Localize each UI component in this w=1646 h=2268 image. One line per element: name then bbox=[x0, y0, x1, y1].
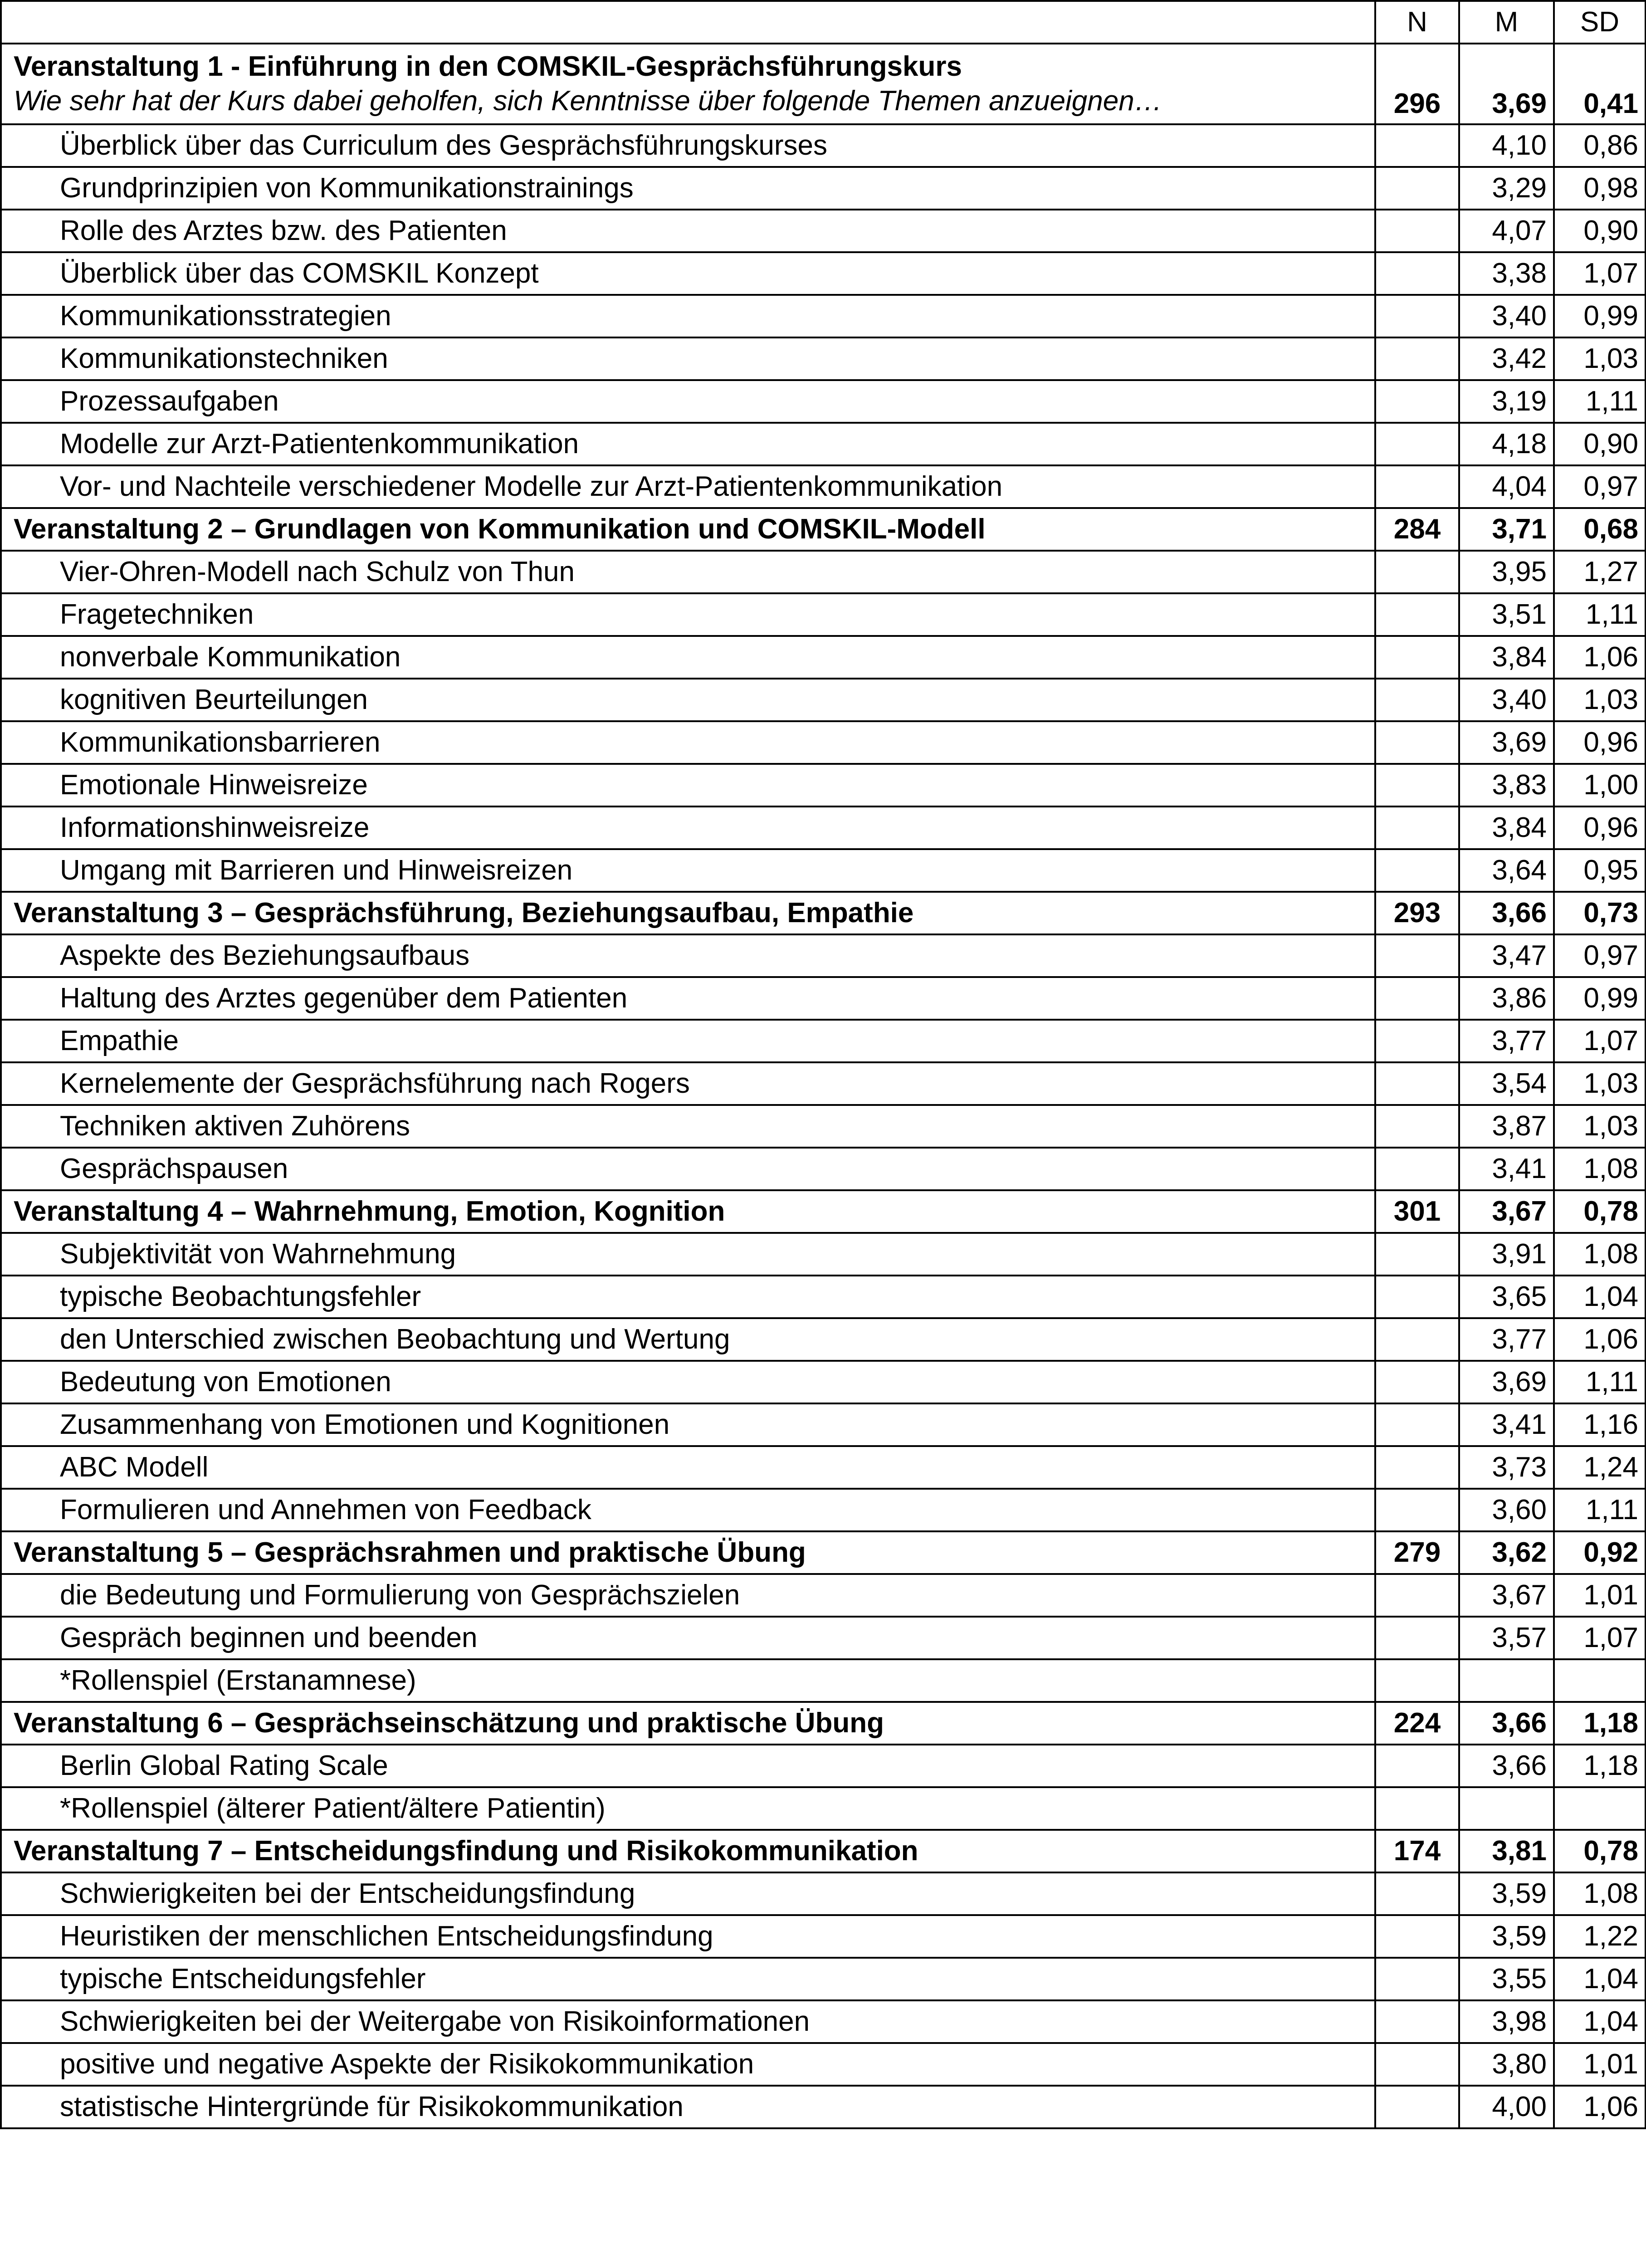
item-label: Prozessaufgaben bbox=[1, 380, 1375, 423]
section-m: 3,69 bbox=[1459, 44, 1554, 124]
item-n bbox=[1375, 551, 1459, 593]
item-row bbox=[1, 1574, 1646, 1617]
item-label: Bedeutung von Emotionen bbox=[1, 1361, 1375, 1403]
item-row bbox=[1, 1361, 1646, 1403]
item-label: Umgang mit Barrieren und Hinweisreizen bbox=[1, 849, 1375, 892]
section-n: 301 bbox=[1375, 1190, 1459, 1233]
section-title-cell bbox=[1, 1531, 1375, 1574]
item-n bbox=[1375, 1915, 1459, 1958]
header-sd: SD bbox=[1554, 1, 1646, 44]
item-label: nonverbale Kommunikation bbox=[1, 636, 1375, 679]
item-sd: 1,06 bbox=[1554, 2086, 1646, 2128]
section-m: 3,71 bbox=[1459, 508, 1554, 551]
item-n bbox=[1375, 1745, 1459, 1787]
section-sd: 0,68 bbox=[1554, 508, 1646, 551]
item-sd: 1,24 bbox=[1554, 1446, 1646, 1489]
item-m: 3,59 bbox=[1459, 1915, 1554, 1958]
item-label: Formulieren und Annehmen von Feedback bbox=[1, 1489, 1375, 1531]
item-n bbox=[1375, 934, 1459, 977]
section-row bbox=[1, 892, 1646, 934]
item-sd bbox=[1554, 1787, 1646, 1830]
item-n bbox=[1375, 1574, 1459, 1617]
item-m: 4,04 bbox=[1459, 465, 1554, 508]
item-label: Modelle zur Arzt-Patientenkommunikation bbox=[1, 423, 1375, 465]
item-row bbox=[1, 124, 1646, 167]
item-m: 3,77 bbox=[1459, 1020, 1554, 1062]
item-row bbox=[1, 1318, 1646, 1361]
section-n: 224 bbox=[1375, 1702, 1459, 1745]
item-row bbox=[1, 1489, 1646, 1531]
item-sd: 1,04 bbox=[1554, 1958, 1646, 2000]
item-sd: 1,11 bbox=[1554, 380, 1646, 423]
section-m: 3,66 bbox=[1459, 892, 1554, 934]
item-n bbox=[1375, 337, 1459, 380]
item-n bbox=[1375, 1020, 1459, 1062]
item-row bbox=[1, 1062, 1646, 1105]
item-row bbox=[1, 721, 1646, 764]
item-m bbox=[1459, 1659, 1554, 1702]
item-row bbox=[1, 1403, 1646, 1446]
item-sd: 1,11 bbox=[1554, 1489, 1646, 1531]
item-m: 3,66 bbox=[1459, 1745, 1554, 1787]
section-subtitle: Wie sehr hat der Kurs dabei geholfen, sich Kenntnisse über folgende Themen anzueignen… bbox=[14, 85, 1162, 117]
item-row bbox=[1, 551, 1646, 593]
item-n bbox=[1375, 210, 1459, 252]
item-sd: 1,07 bbox=[1554, 1617, 1646, 1659]
item-label: typische Beobachtungsfehler bbox=[1, 1276, 1375, 1318]
item-row bbox=[1, 1617, 1646, 1659]
item-row bbox=[1, 807, 1646, 849]
item-m: 4,18 bbox=[1459, 423, 1554, 465]
header-n: N bbox=[1375, 1, 1459, 44]
section-title-cell bbox=[1, 1702, 1375, 1745]
item-row bbox=[1, 2000, 1646, 2043]
item-sd: 1,03 bbox=[1554, 337, 1646, 380]
section-n: 284 bbox=[1375, 508, 1459, 551]
item-label: Kommunikationstechniken bbox=[1, 337, 1375, 380]
section-title-cell bbox=[1, 44, 1375, 124]
item-n bbox=[1375, 1489, 1459, 1531]
item-sd bbox=[1554, 1659, 1646, 1702]
section-title-cell bbox=[1, 892, 1375, 934]
section-title: Veranstaltung 3 – Gesprächsführung, Beziehungsaufbau, Empathie bbox=[14, 897, 914, 929]
section-sd: 1,18 bbox=[1554, 1702, 1646, 1745]
item-label: Vor- und Nachteile verschiedener Modelle zur Arzt-Patientenkommunikation bbox=[1, 465, 1375, 508]
item-n bbox=[1375, 465, 1459, 508]
section-n: 174 bbox=[1375, 1830, 1459, 1872]
item-label: positive und negative Aspekte der Risikokommunikation bbox=[1, 2043, 1375, 2086]
item-label: Aspekte des Beziehungsaufbaus bbox=[1, 934, 1375, 977]
section-title-cell bbox=[1, 508, 1375, 551]
item-sd: 0,98 bbox=[1554, 167, 1646, 210]
item-label: Techniken aktiven Zuhörens bbox=[1, 1105, 1375, 1148]
item-n bbox=[1375, 721, 1459, 764]
item-n bbox=[1375, 1872, 1459, 1915]
item-sd: 1,06 bbox=[1554, 636, 1646, 679]
item-label: Kommunikationsbarrieren bbox=[1, 721, 1375, 764]
item-sd: 0,99 bbox=[1554, 295, 1646, 337]
item-row bbox=[1, 977, 1646, 1020]
item-n bbox=[1375, 2086, 1459, 2128]
item-n bbox=[1375, 1403, 1459, 1446]
item-m: 3,65 bbox=[1459, 1276, 1554, 1318]
item-n bbox=[1375, 807, 1459, 849]
item-sd: 1,08 bbox=[1554, 1872, 1646, 1915]
section-row bbox=[1, 1190, 1646, 1233]
section-n: 293 bbox=[1375, 892, 1459, 934]
item-label: statistische Hintergründe für Risikokommunikation bbox=[1, 2086, 1375, 2128]
item-label: Fragetechniken bbox=[1, 593, 1375, 636]
item-row bbox=[1, 295, 1646, 337]
item-label: Schwierigkeiten bei der Entscheidungsfindung bbox=[1, 1872, 1375, 1915]
item-row bbox=[1, 636, 1646, 679]
item-row bbox=[1, 934, 1646, 977]
item-label: Grundprinzipien von Kommunikationstrainings bbox=[1, 167, 1375, 210]
item-sd: 1,04 bbox=[1554, 2000, 1646, 2043]
section-row bbox=[1, 1531, 1646, 1574]
item-m: 3,51 bbox=[1459, 593, 1554, 636]
item-sd: 1,08 bbox=[1554, 1233, 1646, 1276]
item-label: Berlin Global Rating Scale bbox=[1, 1745, 1375, 1787]
item-label: Haltung des Arztes gegenüber dem Patienten bbox=[1, 977, 1375, 1020]
item-label: kognitiven Beurteilungen bbox=[1, 679, 1375, 721]
item-n bbox=[1375, 764, 1459, 807]
item-label: Empathie bbox=[1, 1020, 1375, 1062]
item-label: den Unterschied zwischen Beobachtung und Wertung bbox=[1, 1318, 1375, 1361]
item-row bbox=[1, 380, 1646, 423]
item-sd: 1,07 bbox=[1554, 252, 1646, 295]
item-sd: 0,96 bbox=[1554, 721, 1646, 764]
section-title: Veranstaltung 5 – Gesprächsrahmen und praktische Übung bbox=[14, 1537, 806, 1568]
item-m: 3,69 bbox=[1459, 721, 1554, 764]
item-row bbox=[1, 1020, 1646, 1062]
item-m bbox=[1459, 1787, 1554, 1830]
item-n bbox=[1375, 977, 1459, 1020]
item-label: Gesprächspausen bbox=[1, 1148, 1375, 1190]
item-label: ABC Modell bbox=[1, 1446, 1375, 1489]
item-m: 4,10 bbox=[1459, 124, 1554, 167]
item-sd: 1,01 bbox=[1554, 2043, 1646, 2086]
item-sd: 0,99 bbox=[1554, 977, 1646, 1020]
item-sd: 1,06 bbox=[1554, 1318, 1646, 1361]
item-m: 3,54 bbox=[1459, 1062, 1554, 1105]
item-row bbox=[1, 1276, 1646, 1318]
item-n bbox=[1375, 1787, 1459, 1830]
item-row bbox=[1, 2086, 1646, 2128]
item-m: 3,42 bbox=[1459, 337, 1554, 380]
section-title: Veranstaltung 6 – Gesprächseinschätzung und praktische Übung bbox=[14, 1707, 884, 1739]
item-m: 3,40 bbox=[1459, 679, 1554, 721]
item-sd: 1,03 bbox=[1554, 1062, 1646, 1105]
item-m: 3,55 bbox=[1459, 1958, 1554, 2000]
item-row bbox=[1, 465, 1646, 508]
item-m: 3,86 bbox=[1459, 977, 1554, 1020]
section-row bbox=[1, 1830, 1646, 1872]
item-label: Vier-Ohren-Modell nach Schulz von Thun bbox=[1, 551, 1375, 593]
item-label: Schwierigkeiten bei der Weitergabe von Risikoinformationen bbox=[1, 2000, 1375, 2043]
section-sd: 0,78 bbox=[1554, 1190, 1646, 1233]
item-n bbox=[1375, 1148, 1459, 1190]
item-sd: 0,95 bbox=[1554, 849, 1646, 892]
item-m: 3,84 bbox=[1459, 807, 1554, 849]
section-title: Veranstaltung 1 - Einführung in den COMSKIL-Gesprächsführungskurs bbox=[14, 51, 962, 82]
section-title: Veranstaltung 4 – Wahrnehmung, Emotion, Kognition bbox=[14, 1196, 725, 1227]
item-label: typische Entscheidungsfehler bbox=[1, 1958, 1375, 2000]
item-m: 4,07 bbox=[1459, 210, 1554, 252]
section-sd: 0,78 bbox=[1554, 1830, 1646, 1872]
item-n bbox=[1375, 1318, 1459, 1361]
item-n bbox=[1375, 1958, 1459, 2000]
item-sd: 1,11 bbox=[1554, 593, 1646, 636]
item-n bbox=[1375, 679, 1459, 721]
item-m: 3,83 bbox=[1459, 764, 1554, 807]
item-m: 3,19 bbox=[1459, 380, 1554, 423]
item-m: 3,67 bbox=[1459, 1574, 1554, 1617]
item-sd: 1,04 bbox=[1554, 1276, 1646, 1318]
item-label: Informationshinweisreize bbox=[1, 807, 1375, 849]
item-n bbox=[1375, 2043, 1459, 2086]
section-sd: 0,92 bbox=[1554, 1531, 1646, 1574]
item-n bbox=[1375, 1062, 1459, 1105]
item-row bbox=[1, 337, 1646, 380]
header-blank bbox=[1, 1, 1375, 44]
item-m: 3,47 bbox=[1459, 934, 1554, 977]
item-m: 3,60 bbox=[1459, 1489, 1554, 1531]
item-label: die Bedeutung und Formulierung von Gesprächszielen bbox=[1, 1574, 1375, 1617]
item-label: Überblick über das COMSKIL Konzept bbox=[1, 252, 1375, 295]
item-sd: 1,08 bbox=[1554, 1148, 1646, 1190]
section-row bbox=[1, 44, 1646, 124]
item-sd: 0,90 bbox=[1554, 210, 1646, 252]
item-n bbox=[1375, 593, 1459, 636]
table-body bbox=[1, 44, 1646, 2128]
item-n bbox=[1375, 1446, 1459, 1489]
item-n bbox=[1375, 849, 1459, 892]
item-row bbox=[1, 1915, 1646, 1958]
item-sd: 0,96 bbox=[1554, 807, 1646, 849]
item-sd: 1,01 bbox=[1554, 1574, 1646, 1617]
item-row bbox=[1, 1787, 1646, 1830]
item-sd: 1,00 bbox=[1554, 764, 1646, 807]
section-m: 3,66 bbox=[1459, 1702, 1554, 1745]
item-row bbox=[1, 210, 1646, 252]
header-m: M bbox=[1459, 1, 1554, 44]
item-row bbox=[1, 423, 1646, 465]
section-title-cell bbox=[1, 1190, 1375, 1233]
section-n: 279 bbox=[1375, 1531, 1459, 1574]
item-sd: 1,07 bbox=[1554, 1020, 1646, 1062]
item-m: 3,40 bbox=[1459, 295, 1554, 337]
item-m: 3,73 bbox=[1459, 1446, 1554, 1489]
item-row bbox=[1, 1105, 1646, 1148]
item-label: Emotionale Hinweisreize bbox=[1, 764, 1375, 807]
section-m: 3,67 bbox=[1459, 1190, 1554, 1233]
item-n bbox=[1375, 1276, 1459, 1318]
item-m: 4,00 bbox=[1459, 2086, 1554, 2128]
item-n bbox=[1375, 1617, 1459, 1659]
section-sd: 0,41 bbox=[1554, 44, 1646, 124]
item-n bbox=[1375, 252, 1459, 295]
item-row bbox=[1, 2043, 1646, 2086]
item-row bbox=[1, 1958, 1646, 2000]
item-m: 3,41 bbox=[1459, 1148, 1554, 1190]
item-m: 3,80 bbox=[1459, 2043, 1554, 2086]
item-n bbox=[1375, 380, 1459, 423]
item-row bbox=[1, 764, 1646, 807]
item-m: 3,84 bbox=[1459, 636, 1554, 679]
item-n bbox=[1375, 1361, 1459, 1403]
item-row bbox=[1, 593, 1646, 636]
item-row bbox=[1, 1659, 1646, 1702]
section-title: Veranstaltung 7 – Entscheidungsfindung und Risikokommunikation bbox=[14, 1835, 918, 1867]
item-label: Heuristiken der menschlichen Entscheidungsfindung bbox=[1, 1915, 1375, 1958]
item-row bbox=[1, 679, 1646, 721]
item-sd: 1,22 bbox=[1554, 1915, 1646, 1958]
item-m: 3,87 bbox=[1459, 1105, 1554, 1148]
item-sd: 1,11 bbox=[1554, 1361, 1646, 1403]
section-sd: 0,73 bbox=[1554, 892, 1646, 934]
item-row bbox=[1, 1233, 1646, 1276]
item-m: 3,64 bbox=[1459, 849, 1554, 892]
item-row bbox=[1, 1148, 1646, 1190]
item-n bbox=[1375, 124, 1459, 167]
section-row bbox=[1, 508, 1646, 551]
item-sd: 0,90 bbox=[1554, 423, 1646, 465]
section-m: 3,81 bbox=[1459, 1830, 1554, 1872]
item-row bbox=[1, 252, 1646, 295]
item-label: Zusammenhang von Emotionen und Kognitionen bbox=[1, 1403, 1375, 1446]
item-sd: 1,03 bbox=[1554, 1105, 1646, 1148]
item-m: 3,95 bbox=[1459, 551, 1554, 593]
item-n bbox=[1375, 1105, 1459, 1148]
item-row bbox=[1, 1446, 1646, 1489]
item-sd: 1,03 bbox=[1554, 679, 1646, 721]
item-row bbox=[1, 1745, 1646, 1787]
item-m: 3,98 bbox=[1459, 2000, 1554, 2043]
item-label: *Rollenspiel (älterer Patient/ältere Patientin) bbox=[1, 1787, 1375, 1830]
item-sd: 0,97 bbox=[1554, 934, 1646, 977]
item-m: 3,29 bbox=[1459, 167, 1554, 210]
item-sd: 0,97 bbox=[1554, 465, 1646, 508]
item-m: 3,69 bbox=[1459, 1361, 1554, 1403]
item-label: Kernelemente der Gesprächsführung nach Rogers bbox=[1, 1062, 1375, 1105]
item-label: Rolle des Arztes bzw. des Patienten bbox=[1, 210, 1375, 252]
item-row bbox=[1, 1872, 1646, 1915]
item-n bbox=[1375, 423, 1459, 465]
item-n bbox=[1375, 1233, 1459, 1276]
item-m: 3,41 bbox=[1459, 1403, 1554, 1446]
item-sd: 1,16 bbox=[1554, 1403, 1646, 1446]
item-label: *Rollenspiel (Erstanamnese) bbox=[1, 1659, 1375, 1702]
item-row bbox=[1, 849, 1646, 892]
table-header-row bbox=[1, 1, 1646, 44]
item-m: 3,91 bbox=[1459, 1233, 1554, 1276]
item-n bbox=[1375, 2000, 1459, 2043]
item-label: Gespräch beginnen und beenden bbox=[1, 1617, 1375, 1659]
section-title: Veranstaltung 2 – Grundlagen von Kommunikation und COMSKIL-Modell bbox=[14, 513, 986, 545]
section-row bbox=[1, 1702, 1646, 1745]
item-label: Überblick über das Curriculum des Gesprächsführungskurses bbox=[1, 124, 1375, 167]
item-m: 3,59 bbox=[1459, 1872, 1554, 1915]
item-n bbox=[1375, 295, 1459, 337]
item-sd: 1,18 bbox=[1554, 1745, 1646, 1787]
item-label: Subjektivität von Wahrnehmung bbox=[1, 1233, 1375, 1276]
item-row bbox=[1, 167, 1646, 210]
item-n bbox=[1375, 1659, 1459, 1702]
item-m: 3,57 bbox=[1459, 1617, 1554, 1659]
item-m: 3,38 bbox=[1459, 252, 1554, 295]
section-title-cell bbox=[1, 1830, 1375, 1872]
item-label: Kommunikationsstrategien bbox=[1, 295, 1375, 337]
item-sd: 0,86 bbox=[1554, 124, 1646, 167]
item-sd: 1,27 bbox=[1554, 551, 1646, 593]
item-n bbox=[1375, 167, 1459, 210]
item-m: 3,77 bbox=[1459, 1318, 1554, 1361]
section-n: 296 bbox=[1375, 44, 1459, 124]
section-m: 3,62 bbox=[1459, 1531, 1554, 1574]
item-n bbox=[1375, 636, 1459, 679]
